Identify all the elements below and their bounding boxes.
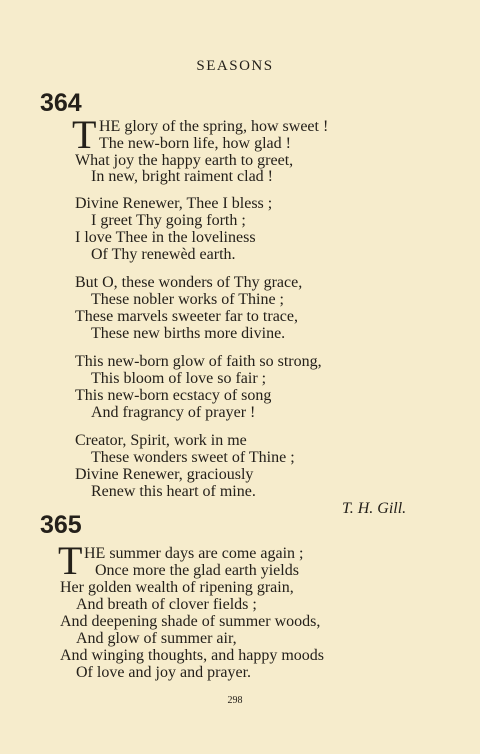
hymn-line: Her golden wealth of ripening grain,	[60, 579, 294, 596]
hymn-line: And winging thoughts, and happy moods	[60, 647, 324, 664]
hymn-line: But O, these wonders of Thy grace,	[75, 274, 303, 291]
hymn-line: Creator, Spirit, work in me	[75, 432, 247, 449]
hymn-line: These nobler works of Thine ;	[91, 291, 284, 308]
hymn-line: And deepening shade of summer woods,	[60, 613, 321, 630]
hymn-number: 365	[40, 511, 82, 539]
hymn-line: These marvels sweeter far to trace,	[75, 308, 298, 325]
hymn-line: These wonders sweet of Thine ;	[91, 449, 295, 466]
hymn-author: T. H. Gill.	[342, 500, 407, 517]
hymn-line: Renew this heart of mine.	[91, 483, 256, 500]
hymn-line: In new, bright raiment clad !	[91, 168, 274, 185]
hymn-number: 364	[40, 89, 82, 117]
hymn-line: HE summer days are come again ;	[84, 545, 304, 562]
hymn-line: And breath of clover fields ;	[76, 596, 257, 613]
hymn-line: What joy the happy earth to greet,	[75, 152, 294, 169]
hymn-line: Once more the glad earth yields	[95, 562, 299, 579]
page-number: 298	[227, 695, 243, 706]
hymn-line: HE glory of the spring, how sweet !	[99, 118, 329, 135]
drop-cap: T	[72, 112, 97, 157]
hymn-line: I love Thee in the loveliness	[75, 229, 256, 246]
hymn-line: This new-born ecstacy of song	[75, 387, 272, 404]
hymn-line: Of love and joy and prayer.	[76, 664, 252, 681]
hymn-line: Divine Renewer, graciously	[75, 466, 254, 483]
hymn-line: I greet Thy going forth ;	[91, 212, 246, 229]
hymn-line: And fragrancy of prayer !	[91, 404, 256, 421]
drop-cap: T	[58, 538, 83, 583]
hymn-line: The new-born life, how glad !	[99, 135, 291, 152]
hymn-line: And glow of summer air,	[76, 630, 237, 647]
hymn-line: This bloom of love so fair ;	[91, 370, 267, 387]
hymn-line: This new-born glow of faith so strong,	[75, 353, 322, 370]
hymn-line: These new births more divine.	[91, 325, 286, 342]
running-head: SEASONS	[196, 58, 274, 74]
hymn-line: Of Thy renewèd earth.	[91, 246, 236, 263]
hymn-line: Divine Renewer, Thee I bless ;	[75, 195, 273, 212]
